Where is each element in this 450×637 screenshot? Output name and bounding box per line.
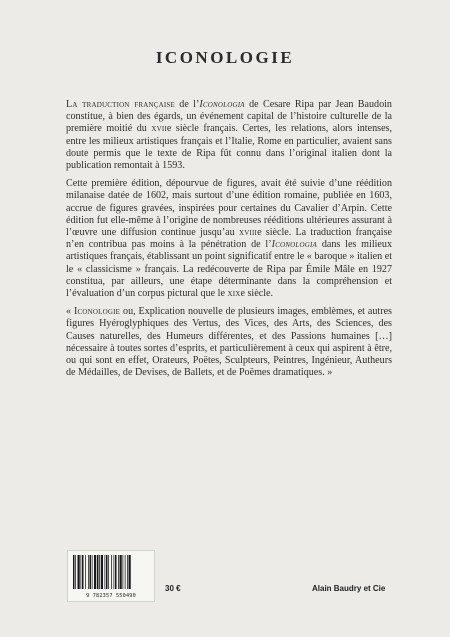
blurb-text: [66, 99, 392, 385]
barcode-bar: [88, 555, 89, 589]
barcode-bar: [81, 555, 82, 589]
barcode-icon: [73, 555, 149, 589]
barcode-bar: [114, 555, 115, 589]
barcode-bar: [101, 555, 103, 589]
italic-title: Iconologia: [199, 99, 245, 110]
barcode-bar: [75, 555, 76, 589]
paragraph-3-quote: « Iconologie ou, Explication nouvelle de plusieurs images, emblèmes, et autres figures Hyéroglyphiques des Vertus, des Vices, des Arts, des Sciences, des Causes naturelles, des Humeurs différentes, et des Passions humaines […] nécessaire à toutes sortes d’esprits, et particulièrement à ceux qui aspirent à être, ou qui sont en effet, Orateurs, Poëtes, Sculpteurs, Peintres, Ingénieur, Autheurs de Médailles, de Devises, de Ballets, et de Poëmes dramatiques. »: [66, 306, 392, 379]
barcode-bar: [106, 555, 108, 589]
paragraph-1: La traduction française de l’Iconologia de Cesare Ripa par Jean Baudoin constitue, à bien des égards, un événement capital de l’histoire culturelle de la première moitié du xviie siècle français. Certes, les relations, alors intenses, entre les milieux artistiques français et l’Italie, Rome en particulier, avaient sans doute permis que le texte de Ripa fût connu dans l’original italien dont la publication remontait à 1593.: [66, 99, 392, 172]
barcode-bar: [97, 555, 99, 589]
barcode-bar: [82, 555, 84, 589]
barcode-bar: [99, 555, 100, 589]
century-numeral: xviii: [238, 227, 258, 239]
barcode-bar: [118, 555, 119, 589]
publisher-name: Alain Baudry et Cie: [312, 584, 386, 593]
barcode-bar: [78, 555, 80, 589]
barcode-bar: [73, 555, 75, 589]
page-title: ICONOLOGIE: [155, 48, 295, 67]
century-numeral: xvii: [151, 123, 167, 135]
paragraph-2: Cette première édition, dépourvue de figures, avait été suivie d’une réédition milanaise datée de 1602, mais surtout d’une édition romaine, publiée en 1603, accrue de figures gravées, inspirées pour certaines du Cavalier d’Arpin. Cette édition fut elle-même à l’origine de nombreuses rééditions ultérieures assurant à l’œuvre une diffusion continue jusqu’au xviiie siècle. La traduction française n’en contribua pas moins à la pénétration de l’Iconologia dans les milieux artistiques français, établissant un point significatif entre le « baroque » italien et le « classicisme » français. La redécouverte de Ripa par Émile Mâle en 1927 constitua, par ailleurs, une étape déterminante dans la compréhension et l’évaluation d’un corpus pictural que le xixe siècle.: [66, 178, 393, 300]
quote-smallcaps: Iconologie: [73, 306, 121, 318]
isbn-number: 9 782357 550490: [86, 593, 136, 599]
barcode-bar: [94, 555, 96, 589]
barcode-bar: [105, 555, 106, 589]
century-numeral: xix: [227, 288, 241, 300]
barcode-bar: [123, 555, 124, 589]
barcode-bar: [129, 555, 131, 589]
isbn-barcode: [67, 550, 155, 602]
lead-smallcaps: La traduction française: [66, 99, 175, 110]
barcode-bar: [125, 555, 126, 589]
barcode-bar: [85, 555, 86, 589]
barcode-bar: [90, 555, 92, 589]
barcode-bar: [115, 555, 117, 589]
italic-title: Iconologia: [271, 239, 317, 251]
price-label: 30 €: [165, 584, 181, 593]
barcode-bar: [127, 555, 128, 589]
barcode-bar: [111, 555, 112, 589]
barcode-bar: [120, 555, 122, 589]
barcode-bar: [108, 555, 109, 589]
barcode-bar: [92, 555, 93, 589]
